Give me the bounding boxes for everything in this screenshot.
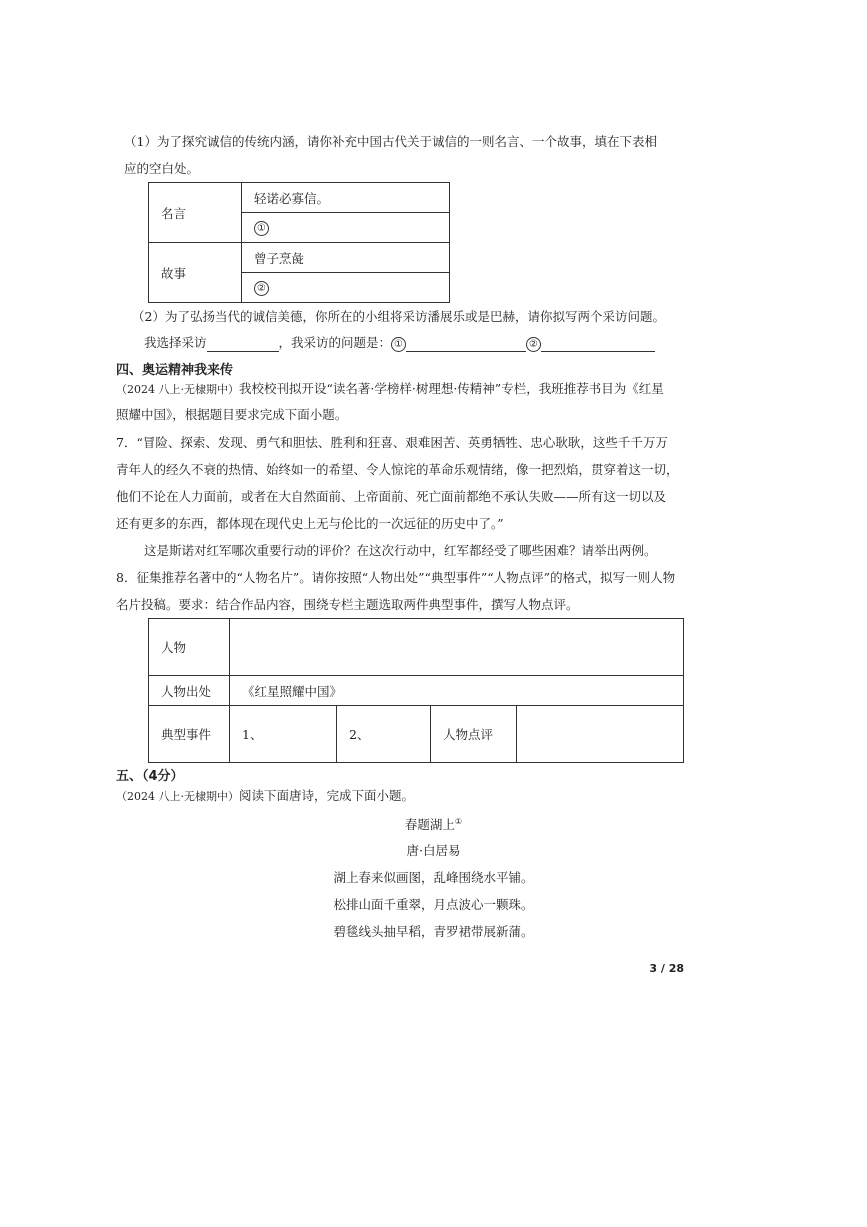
q2-mid: ，我采访的问题是：	[278, 335, 392, 350]
table1-quote-given: 轻诺必寡信。	[242, 183, 450, 213]
q8-line2: 名片投稿。要求：结合作品内容，围绕专栏主题选取两件典型事件，撰写人物点评。	[116, 597, 579, 612]
q8-line1: 8．征集推荐名著中的“人物名片”。请你按照“人物出处”“典型事件”“人物点评”的格式，拟写一则人物	[116, 570, 676, 585]
q7-line2: 青年人的经久不衰的热情、始终如一的希望、令人惊诧的革命乐观情绪，像一把烈焰，贯穿着这一切，	[116, 462, 679, 477]
section5-title: 五、（4分）	[116, 769, 184, 784]
table2-comment-label: 人物点评	[431, 706, 517, 763]
q2-circled-two: ②	[526, 337, 541, 352]
section5-source: （2024 八上·无棣期中）	[116, 790, 239, 803]
table1-story-given: 曾子烹彘	[242, 243, 450, 273]
question2-blank[interactable]	[541, 339, 655, 352]
poem-author: 唐·白居易	[406, 843, 461, 858]
table2-comment-blank[interactable]	[517, 706, 684, 763]
circled-two: ②	[254, 281, 269, 296]
q2-line2	[144, 335, 655, 352]
table1-label-story: 故事	[149, 243, 242, 303]
page-number: 3 / 28	[649, 962, 684, 975]
question1-blank[interactable]	[406, 339, 526, 352]
poem-line1: 湖上春来似画图，乱峰围绕水平铺。	[333, 870, 534, 885]
q1-line2: 应的空白处。	[124, 161, 200, 176]
q7-question: 这是斯诺对红军哪次重要行动的评价？在这次行动中，红军都经受了哪些困难？请举出两例。	[144, 543, 657, 558]
character-card-table	[148, 618, 684, 763]
table2-source-value: 《红星照耀中国》	[230, 676, 684, 706]
table1-label-quote: 名言	[149, 183, 242, 243]
table2-person-label: 人物	[149, 619, 230, 676]
q2-circled-one: ①	[391, 337, 406, 352]
interviewee-blank[interactable]	[207, 339, 279, 352]
table1-quote-blank[interactable]	[242, 213, 450, 243]
section5-intro-text: 阅读下面唐诗，完成下面小题。	[239, 788, 415, 803]
section4-intro2: 照耀中国》，根据题目要求完成下面小题。	[116, 407, 348, 422]
table2-source-label: 人物出处	[149, 676, 230, 706]
section5-intro	[116, 788, 414, 805]
q2-line1: （2）为了弘扬当代的诚信美德，你所在的小组将采访潘展乐或是巴赫，请你拟写两个采访问题。	[132, 309, 665, 324]
table1-story-blank[interactable]	[242, 273, 450, 303]
section4-intro-text: 我校校刊拟开设“读名著·学榜样·树理想·传精神”专栏，我班推荐书目为《红星	[239, 381, 664, 396]
poem-line3: 碧毯线头抽早稻，青罗裙带展新蒲。	[333, 924, 534, 939]
footnote-mark: ①	[454, 816, 463, 826]
table2-person-blank[interactable]	[230, 619, 684, 676]
table2-event-label: 典型事件	[149, 706, 230, 763]
q7-line3: 他们不论在人力面前，或者在大自然面前、上帝面前、死亡面前都绝不承认失败——所有这一切以及	[116, 489, 667, 504]
q7-line1: 7．“冒险、探索、发现、勇气和胆怯、胜利和狂喜、艰难困苦、英勇牺牲、忠心耿耿，这些千千万万	[116, 435, 668, 450]
table2-event1[interactable]: 1、	[230, 706, 337, 763]
poem-title-text: 春题湖上	[404, 817, 455, 832]
circled-one: ①	[254, 221, 269, 236]
poem-line2: 松排山面千重翠，月点波心一颗珠。	[333, 897, 534, 912]
q2-pre: 我选择采访	[144, 335, 207, 350]
q1-line1: （1）为了探究诚信的传统内涵，请你补充中国古代关于诚信的一则名言、一个故事，填在下表相	[124, 134, 657, 149]
section4-title: 四、奥运精神我来传	[116, 363, 234, 378]
table2-event2[interactable]: 2、	[337, 706, 431, 763]
section4-source: （2024 八上·无棣期中）	[116, 383, 239, 396]
q7-line4: 还有更多的东西，都体现在现代史上无与伦比的一次远征的历史中了。”	[116, 516, 504, 531]
section4-intro1	[116, 381, 664, 398]
quotes-table	[148, 182, 450, 303]
poem-title	[0, 815, 867, 833]
